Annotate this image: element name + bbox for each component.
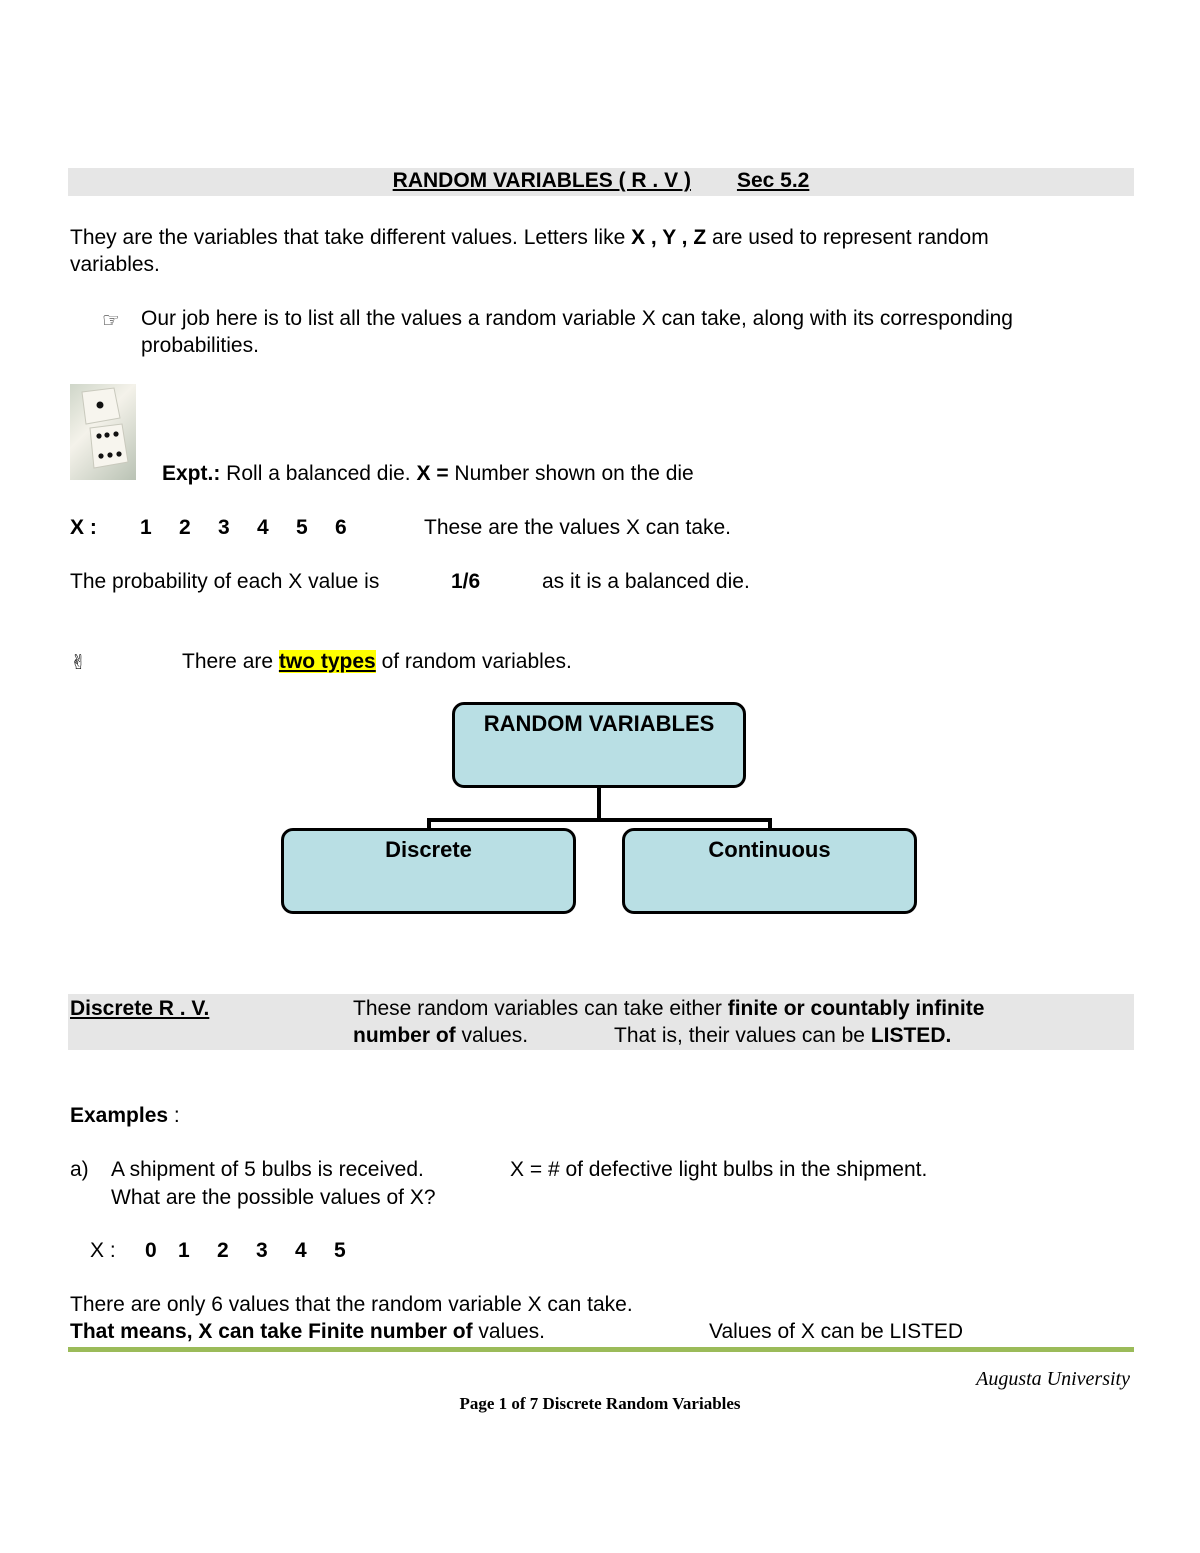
conclusion-line-1: There are only 6 values that the random variable X can take. — [70, 1293, 633, 1316]
footer-university: Augusta University — [976, 1368, 1130, 1390]
diagram-continuous-label: Continuous — [708, 837, 831, 862]
x-value: 1 — [140, 516, 152, 539]
intro-text-a: They are the variables that take different values. Letters like — [70, 226, 632, 249]
diagram-connector-horizontal — [427, 818, 772, 822]
conclusion-right: Values of X can be LISTED — [709, 1320, 964, 1343]
example-a-line-2: What are the possible values of X? — [111, 1186, 436, 1209]
conclusion-bold: That means, X can take Finite number of — [70, 1320, 473, 1343]
diagram-root-label: RANDOM VARIABLES — [483, 711, 715, 736]
footer-rule — [68, 1347, 1134, 1352]
footer-page-number: Page 1 of 7 Discrete Random Variables — [459, 1394, 741, 1413]
bullet1-line-2: probabilities. — [141, 334, 259, 357]
experiment-text: Roll a balanced die. — [220, 462, 417, 485]
example-x-value: 3 — [256, 1239, 268, 1262]
examples-heading — [70, 1104, 180, 1128]
x-value: 4 — [257, 516, 269, 539]
bullet2-line — [182, 650, 572, 674]
discrete-line2-b: values. — [455, 1024, 529, 1047]
intro-line-1 — [70, 226, 989, 250]
bullet2-text-b: of random variables. — [375, 650, 572, 673]
pointing-hand-icon: ☞ — [102, 308, 120, 332]
example-x-value: 5 — [334, 1239, 346, 1262]
example-x-value: 1 — [178, 1239, 190, 1262]
discrete-line-2-right — [614, 1024, 951, 1048]
experiment-label: Expt.: — [162, 462, 221, 485]
title-sec: Sec 5.2 — [736, 169, 810, 192]
example-x-value: 4 — [295, 1239, 307, 1262]
experiment-x-bold: X = — [416, 462, 449, 485]
dice-icon — [70, 384, 136, 480]
discrete-label: Discrete R . V. — [70, 997, 210, 1020]
probability-value: 1/6 — [451, 570, 481, 593]
intro-text-c: are used to represent random — [706, 226, 989, 249]
title-band — [68, 168, 1134, 196]
intro-letters: X , Y , Z — [631, 226, 707, 249]
discrete-line2-a: number of — [353, 1024, 456, 1047]
example-a-line-1: A shipment of 5 bulbs is received. — [111, 1158, 424, 1181]
example-a-definition: X = # of defective light bulbs in the shipment. — [510, 1158, 928, 1181]
diagram-root-node — [452, 702, 746, 788]
discrete-line2-c: That is, their values can be — [614, 1024, 871, 1047]
discrete-line-1 — [353, 997, 984, 1021]
diagram-continuous-node — [622, 828, 917, 914]
probability-text-a: The probability of each X value is — [70, 570, 380, 593]
bullet1-line-1: Our job here is to list all the values a random variable X can take, along with its corresponding — [141, 307, 1013, 330]
diagram-discrete-label: Discrete — [385, 837, 472, 862]
x-values-label: X : — [70, 516, 97, 539]
x-value: 5 — [296, 516, 308, 539]
examples-heading-suffix: : — [168, 1104, 180, 1127]
discrete-line1-a: These random variables can take either — [353, 997, 728, 1020]
discrete-line-2 — [353, 1024, 528, 1048]
x-value: 3 — [218, 516, 230, 539]
probability-text-b: as it is a balanced die. — [542, 570, 750, 593]
discrete-line1-b: finite or countably infinite — [727, 997, 985, 1020]
intro-line-2: variables. — [70, 253, 160, 276]
page-title — [68, 169, 1134, 193]
conclusion-line-2 — [70, 1320, 545, 1344]
bullet2-highlight: two types — [278, 650, 376, 673]
diagram-discrete-node — [281, 828, 576, 914]
bullet2-text-a: There are — [182, 650, 279, 673]
experiment-line — [162, 462, 694, 486]
example-x-value: 0 — [145, 1239, 157, 1262]
example-x-label: X : — [90, 1239, 116, 1262]
x-value: 2 — [179, 516, 191, 539]
x-value: 6 — [335, 516, 347, 539]
examples-heading-text: Examples — [70, 1104, 169, 1127]
x-values-note: These are the values X can take. — [424, 516, 732, 539]
conclusion-rest: values. — [472, 1320, 545, 1343]
title-main: RANDOM VARIABLES ( R . V ) — [392, 169, 691, 192]
discrete-line2-d: LISTED. — [870, 1024, 952, 1047]
example-a-label: a) — [70, 1158, 89, 1181]
experiment-x-rest: Number shown on the die — [448, 462, 694, 485]
example-x-value: 2 — [217, 1239, 229, 1262]
diagram-connector-vertical — [597, 788, 601, 820]
check-hand-icon: ✌ — [70, 650, 87, 674]
